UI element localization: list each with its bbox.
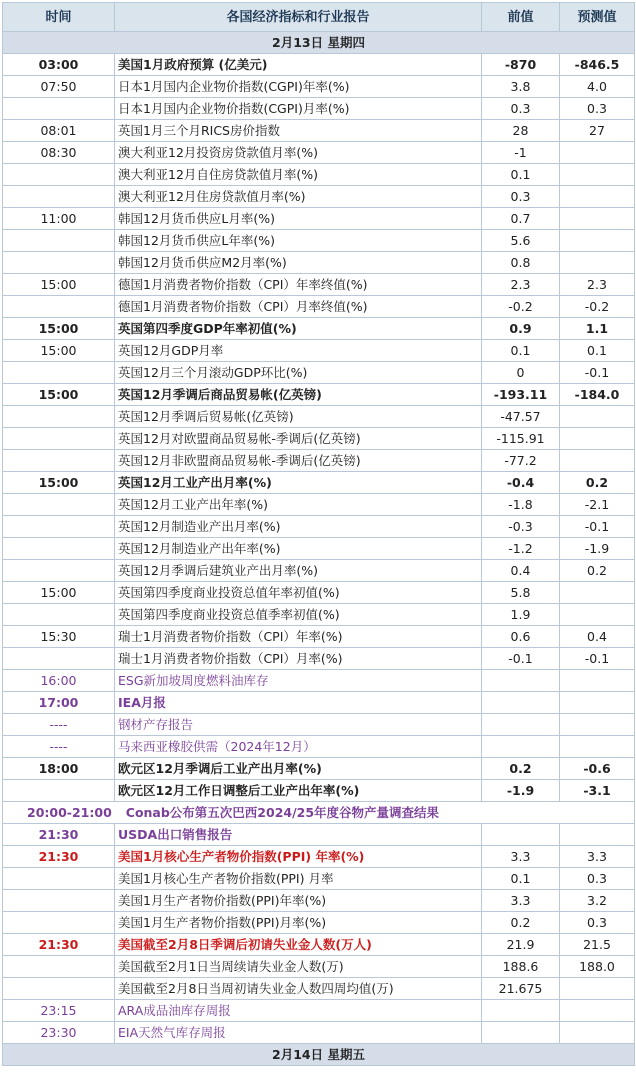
economic-calendar-table bbox=[2, 2, 635, 1066]
row-time bbox=[3, 362, 115, 384]
row-time bbox=[3, 494, 115, 516]
row-time: ---- bbox=[3, 736, 115, 758]
table-row bbox=[3, 604, 635, 626]
row-report-name: 英国第四季度商业投资总值季率初值(%) bbox=[115, 604, 482, 626]
table-row bbox=[3, 208, 635, 230]
row-time bbox=[3, 406, 115, 428]
date-label-top: 2月13日 星期四 bbox=[3, 32, 635, 54]
row-forecast-value bbox=[560, 978, 635, 1000]
row-report-name: 澳大利亚12月投资房贷款值月率(%) bbox=[115, 142, 482, 164]
row-report-name: 德国1月消费者物价指数（CPI）月率终值(%) bbox=[115, 296, 482, 318]
row-time bbox=[3, 296, 115, 318]
table-row bbox=[3, 406, 635, 428]
row-time bbox=[3, 164, 115, 186]
row-time-and-report bbox=[3, 802, 635, 824]
table-row bbox=[3, 274, 635, 296]
row-time: 08:01 bbox=[3, 120, 115, 142]
row-previous-value bbox=[482, 714, 560, 736]
row-time: 21:30 bbox=[3, 934, 115, 956]
row-previous-value bbox=[482, 1022, 560, 1044]
row-time: 08:30 bbox=[3, 142, 115, 164]
row-time: 15:00 bbox=[3, 340, 115, 362]
row-previous-value: 1.9 bbox=[482, 604, 560, 626]
row-previous-value: 0.9 bbox=[482, 318, 560, 340]
table-row bbox=[3, 670, 635, 692]
row-report-name: 英国12月季调后商品贸易帐(亿英镑) bbox=[115, 384, 482, 406]
row-forecast-value bbox=[560, 230, 635, 252]
row-report-name: 美国截至2月1日当周续请失业金人数(万) bbox=[115, 956, 482, 978]
row-time: 11:00 bbox=[3, 208, 115, 230]
row-report-name: 英国12月季调后贸易帐(亿英镑) bbox=[115, 406, 482, 428]
header-previous: 前值 bbox=[482, 3, 560, 32]
row-previous-value: -1.8 bbox=[482, 494, 560, 516]
row-report-name: 英国12月季调后建筑业产出月率(%) bbox=[115, 560, 482, 582]
row-report-name: 韩国12月货币供应L月率(%) bbox=[115, 208, 482, 230]
table-row bbox=[3, 890, 635, 912]
row-forecast-value: -1.9 bbox=[560, 538, 635, 560]
row-forecast-value: -0.1 bbox=[560, 648, 635, 670]
table-row bbox=[3, 692, 635, 714]
row-report-name: 美国1月政府预算 (亿美元) bbox=[115, 54, 482, 76]
row-report-name: 澳大利亚12月自住房贷款值月率(%) bbox=[115, 164, 482, 186]
row-time: 15:00 bbox=[3, 274, 115, 296]
row-forecast-value bbox=[560, 406, 635, 428]
table-row bbox=[3, 76, 635, 98]
table-row bbox=[3, 736, 635, 758]
row-forecast-value: 0.4 bbox=[560, 626, 635, 648]
table-row bbox=[3, 252, 635, 274]
table-row bbox=[3, 560, 635, 582]
row-time bbox=[3, 98, 115, 120]
row-report-name: Conab公布第五次巴西2024/25年度谷物产量调查结果 bbox=[125, 805, 440, 820]
row-forecast-value: 27 bbox=[560, 120, 635, 142]
row-time: 21:30 bbox=[3, 846, 115, 868]
table-row bbox=[3, 230, 635, 252]
row-forecast-value: -184.0 bbox=[560, 384, 635, 406]
row-report-name: 英国1月三个月RICS房价指数 bbox=[115, 120, 482, 142]
row-report-name: 英国12月GDP月率 bbox=[115, 340, 482, 362]
row-report-name: 美国1月生产者物价指数(PPI)年率(%) bbox=[115, 890, 482, 912]
row-report-name: 马来西亚橡胶供需（2024年12月） bbox=[115, 736, 482, 758]
row-forecast-value: -3.1 bbox=[560, 780, 635, 802]
table-row bbox=[3, 472, 635, 494]
row-time: 15:00 bbox=[3, 384, 115, 406]
row-time bbox=[3, 978, 115, 1000]
row-previous-value bbox=[482, 824, 560, 846]
row-forecast-value: 0.1 bbox=[560, 340, 635, 362]
row-previous-value: 2.3 bbox=[482, 274, 560, 296]
table-row bbox=[3, 868, 635, 890]
row-forecast-value bbox=[560, 142, 635, 164]
row-time bbox=[3, 428, 115, 450]
row-time bbox=[3, 252, 115, 274]
row-forecast-value bbox=[560, 450, 635, 472]
row-time bbox=[3, 450, 115, 472]
row-previous-value: 5.6 bbox=[482, 230, 560, 252]
table-row bbox=[3, 340, 635, 362]
row-time: 21:30 bbox=[3, 824, 115, 846]
row-previous-value: -193.11 bbox=[482, 384, 560, 406]
row-previous-value: 5.8 bbox=[482, 582, 560, 604]
row-time bbox=[3, 890, 115, 912]
row-forecast-value: -846.5 bbox=[560, 54, 635, 76]
table-row bbox=[3, 758, 635, 780]
row-previous-value: 0.1 bbox=[482, 340, 560, 362]
table-row bbox=[3, 142, 635, 164]
row-forecast-value bbox=[560, 604, 635, 626]
date-row-top bbox=[3, 32, 635, 54]
row-previous-value: 0 bbox=[482, 362, 560, 384]
row-report-name: 英国12月制造业产出年率(%) bbox=[115, 538, 482, 560]
table-row bbox=[3, 318, 635, 340]
row-previous-value: 0.3 bbox=[482, 186, 560, 208]
row-forecast-value: 0.2 bbox=[560, 472, 635, 494]
row-time: 23:15 bbox=[3, 1000, 115, 1022]
row-forecast-value bbox=[560, 164, 635, 186]
row-forecast-value bbox=[560, 670, 635, 692]
row-report-name: 英国12月制造业产出月率(%) bbox=[115, 516, 482, 538]
row-report-name: ARA成品油库存周报 bbox=[115, 1000, 482, 1022]
table-row bbox=[3, 538, 635, 560]
row-forecast-value: -0.6 bbox=[560, 758, 635, 780]
row-forecast-value bbox=[560, 208, 635, 230]
row-time bbox=[3, 780, 115, 802]
table-row bbox=[3, 186, 635, 208]
row-previous-value: 0.2 bbox=[482, 912, 560, 934]
table-row bbox=[3, 626, 635, 648]
row-previous-value: -1 bbox=[482, 142, 560, 164]
row-forecast-value bbox=[560, 1022, 635, 1044]
table-row bbox=[3, 296, 635, 318]
row-previous-value: -0.2 bbox=[482, 296, 560, 318]
row-time bbox=[3, 956, 115, 978]
row-time bbox=[3, 516, 115, 538]
row-previous-value: -77.2 bbox=[482, 450, 560, 472]
row-forecast-value bbox=[560, 692, 635, 714]
row-time: 07:50 bbox=[3, 76, 115, 98]
row-report-name: 英国12月工业产出月率(%) bbox=[115, 472, 482, 494]
row-forecast-value: 4.0 bbox=[560, 76, 635, 98]
row-previous-value: 21.9 bbox=[482, 934, 560, 956]
table-row bbox=[3, 802, 635, 824]
table-row bbox=[3, 98, 635, 120]
row-previous-value: 3.3 bbox=[482, 890, 560, 912]
table-row bbox=[3, 956, 635, 978]
table-row bbox=[3, 494, 635, 516]
row-forecast-value: 0.3 bbox=[560, 912, 635, 934]
row-previous-value: 0.1 bbox=[482, 164, 560, 186]
row-forecast-value bbox=[560, 582, 635, 604]
table-row bbox=[3, 516, 635, 538]
row-report-name: 英国12月三个月滚动GDP环比(%) bbox=[115, 362, 482, 384]
row-time: 15:00 bbox=[3, 582, 115, 604]
date-label-bottom: 2月14日 星期五 bbox=[3, 1044, 635, 1066]
row-report-name: 英国12月非欧盟商品贸易帐-季调后(亿英镑) bbox=[115, 450, 482, 472]
row-forecast-value bbox=[560, 252, 635, 274]
row-forecast-value: 0.2 bbox=[560, 560, 635, 582]
row-time bbox=[3, 538, 115, 560]
row-previous-value bbox=[482, 736, 560, 758]
row-previous-value: -0.1 bbox=[482, 648, 560, 670]
row-time: 15:30 bbox=[3, 626, 115, 648]
row-forecast-value: 0.3 bbox=[560, 868, 635, 890]
row-previous-value: 21.675 bbox=[482, 978, 560, 1000]
row-report-name: IEA月报 bbox=[115, 692, 482, 714]
row-report-name: 韩国12月货币供应L年率(%) bbox=[115, 230, 482, 252]
row-report-name: 瑞士1月消费者物价指数（CPI）月率(%) bbox=[115, 648, 482, 670]
row-previous-value: 0.1 bbox=[482, 868, 560, 890]
row-time bbox=[3, 912, 115, 934]
row-time bbox=[3, 604, 115, 626]
row-time bbox=[3, 560, 115, 582]
table-row bbox=[3, 714, 635, 736]
row-report-name: 瑞士1月消费者物价指数（CPI）年率(%) bbox=[115, 626, 482, 648]
header-report: 各国经济指标和行业报告 bbox=[115, 3, 482, 32]
row-previous-value bbox=[482, 1000, 560, 1022]
row-previous-value: -870 bbox=[482, 54, 560, 76]
row-report-name: USDA出口销售报告 bbox=[115, 824, 482, 846]
row-forecast-value: -0.2 bbox=[560, 296, 635, 318]
row-forecast-value: -0.1 bbox=[560, 362, 635, 384]
table-row bbox=[3, 164, 635, 186]
row-time: 16:00 bbox=[3, 670, 115, 692]
row-report-name: 美国1月生产者物价指数(PPI)月率(%) bbox=[115, 912, 482, 934]
row-report-name: 欧元区12月季调后工业产出月率(%) bbox=[115, 758, 482, 780]
row-forecast-value: 2.3 bbox=[560, 274, 635, 296]
row-report-name: 日本1月国内企业物价指数(CGPI)月率(%) bbox=[115, 98, 482, 120]
table-row bbox=[3, 648, 635, 670]
row-time bbox=[3, 868, 115, 890]
row-time: ---- bbox=[3, 714, 115, 736]
row-previous-value: 188.6 bbox=[482, 956, 560, 978]
row-previous-value: -115.91 bbox=[482, 428, 560, 450]
table-row bbox=[3, 1000, 635, 1022]
row-report-name: 美国截至2月8日当周初请失业金人数四周均值(万) bbox=[115, 978, 482, 1000]
row-previous-value: 0.8 bbox=[482, 252, 560, 274]
table-row bbox=[3, 824, 635, 846]
table-row bbox=[3, 934, 635, 956]
table-row bbox=[3, 384, 635, 406]
row-forecast-value: 188.0 bbox=[560, 956, 635, 978]
row-report-name: EIA天然气库存周报 bbox=[115, 1022, 482, 1044]
row-forecast-value: 3.3 bbox=[560, 846, 635, 868]
row-previous-value: 0.2 bbox=[482, 758, 560, 780]
row-report-name: 韩国12月货币供应M2月率(%) bbox=[115, 252, 482, 274]
row-previous-value: 0.3 bbox=[482, 98, 560, 120]
row-forecast-value bbox=[560, 428, 635, 450]
row-time: 15:00 bbox=[3, 472, 115, 494]
row-report-name: 美国1月核心生产者物价指数(PPI) 月率 bbox=[115, 868, 482, 890]
table-row bbox=[3, 780, 635, 802]
table-row bbox=[3, 1022, 635, 1044]
row-report-name: 美国1月核心生产者物价指数(PPI) 年率(%) bbox=[115, 846, 482, 868]
row-previous-value: 28 bbox=[482, 120, 560, 142]
row-previous-value bbox=[482, 692, 560, 714]
header-row bbox=[3, 3, 635, 32]
row-previous-value: -47.57 bbox=[482, 406, 560, 428]
row-time bbox=[3, 186, 115, 208]
table-row bbox=[3, 582, 635, 604]
row-report-name: 德国1月消费者物价指数（CPI）年率终值(%) bbox=[115, 274, 482, 296]
row-forecast-value: 1.1 bbox=[560, 318, 635, 340]
row-previous-value: -1.9 bbox=[482, 780, 560, 802]
header-forecast: 预测值 bbox=[560, 3, 635, 32]
date-row-bottom bbox=[3, 1044, 635, 1066]
row-forecast-value: -2.1 bbox=[560, 494, 635, 516]
row-time: 17:00 bbox=[3, 692, 115, 714]
row-report-name: 日本1月国内企业物价指数(CGPI)年率(%) bbox=[115, 76, 482, 98]
row-forecast-value: -0.1 bbox=[560, 516, 635, 538]
row-time: 15:00 bbox=[3, 318, 115, 340]
row-time: 20:00-21:00 bbox=[27, 805, 112, 820]
row-previous-value: 0.6 bbox=[482, 626, 560, 648]
table-row bbox=[3, 54, 635, 76]
row-forecast-value bbox=[560, 714, 635, 736]
row-previous-value: -0.3 bbox=[482, 516, 560, 538]
table-row bbox=[3, 450, 635, 472]
row-time: 18:00 bbox=[3, 758, 115, 780]
table-row bbox=[3, 120, 635, 142]
row-previous-value: 0.4 bbox=[482, 560, 560, 582]
row-time: 03:00 bbox=[3, 54, 115, 76]
row-forecast-value bbox=[560, 186, 635, 208]
table-body bbox=[3, 32, 635, 1066]
row-time bbox=[3, 648, 115, 670]
row-forecast-value bbox=[560, 736, 635, 758]
row-report-name: 英国第四季度GDP年率初值(%) bbox=[115, 318, 482, 340]
row-previous-value: 0.7 bbox=[482, 208, 560, 230]
row-forecast-value: 3.2 bbox=[560, 890, 635, 912]
row-report-name: 美国截至2月8日季调后初请失业金人数(万人) bbox=[115, 934, 482, 956]
row-report-name: 英国12月工业产出年率(%) bbox=[115, 494, 482, 516]
table-row bbox=[3, 362, 635, 384]
table-row bbox=[3, 846, 635, 868]
row-previous-value: 3.8 bbox=[482, 76, 560, 98]
row-forecast-value bbox=[560, 824, 635, 846]
row-time bbox=[3, 230, 115, 252]
row-forecast-value bbox=[560, 1000, 635, 1022]
table-row bbox=[3, 978, 635, 1000]
row-report-name: ESG新加坡周度燃料油库存 bbox=[115, 670, 482, 692]
row-previous-value: -1.2 bbox=[482, 538, 560, 560]
row-report-name: 澳大利亚12月住房贷款值月率(%) bbox=[115, 186, 482, 208]
table-row bbox=[3, 428, 635, 450]
row-report-name: 钢材产存报告 bbox=[115, 714, 482, 736]
row-report-name: 英国第四季度商业投资总值年率初值(%) bbox=[115, 582, 482, 604]
row-report-name: 英国12月对欧盟商品贸易帐-季调后(亿英镑) bbox=[115, 428, 482, 450]
table-row bbox=[3, 912, 635, 934]
row-previous-value: 3.3 bbox=[482, 846, 560, 868]
row-time: 23:30 bbox=[3, 1022, 115, 1044]
row-forecast-value: 0.3 bbox=[560, 98, 635, 120]
header-time: 时间 bbox=[3, 3, 115, 32]
row-previous-value bbox=[482, 670, 560, 692]
row-previous-value: -0.4 bbox=[482, 472, 560, 494]
row-report-name: 欧元区12月工作日调整后工业产出年率(%) bbox=[115, 780, 482, 802]
row-forecast-value: 21.5 bbox=[560, 934, 635, 956]
